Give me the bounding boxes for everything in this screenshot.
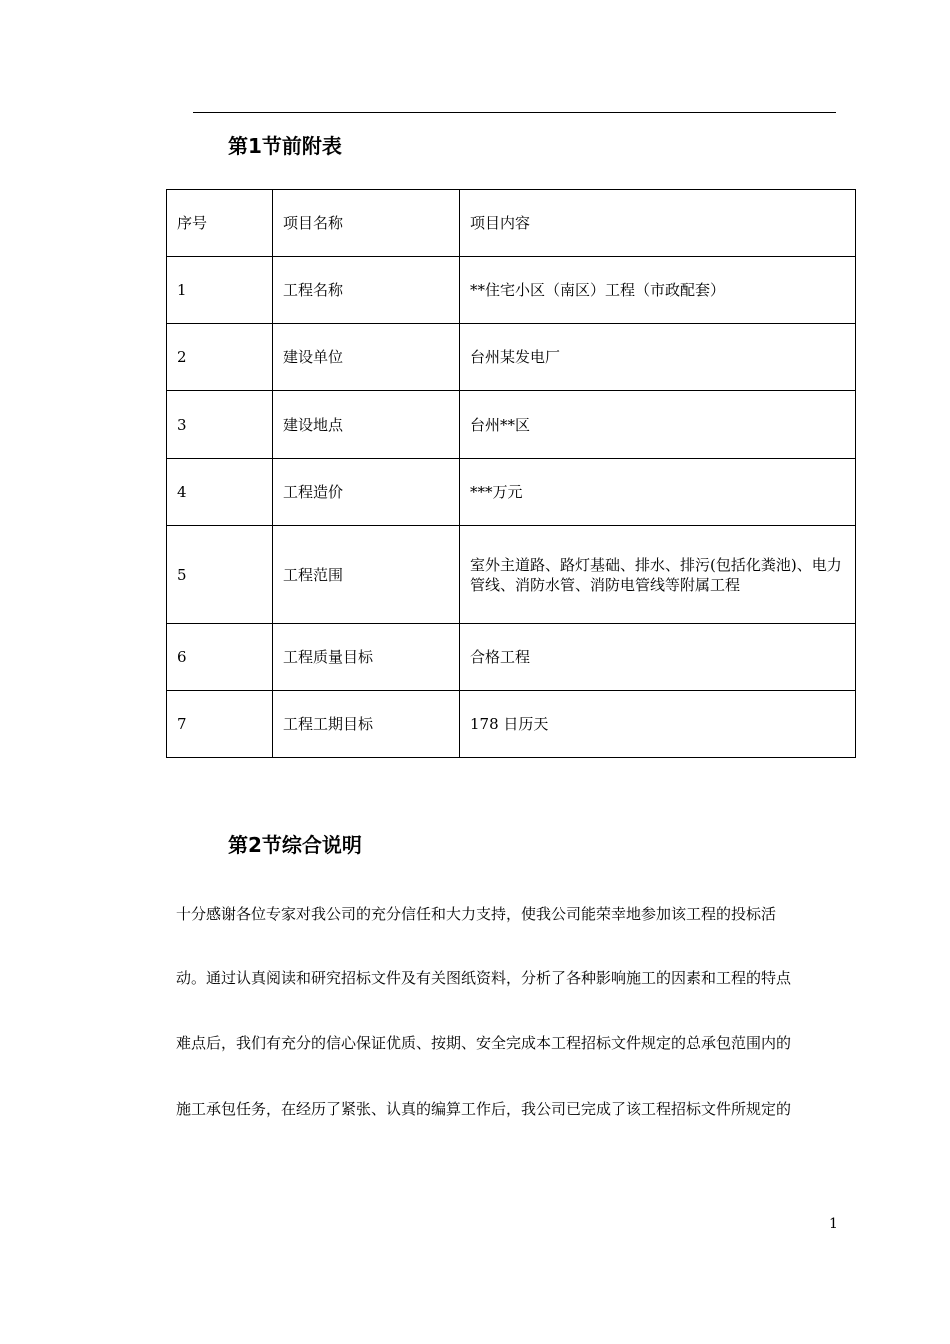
row-no: 2 — [167, 324, 273, 391]
row-no: 4 — [167, 459, 273, 526]
table-row — [167, 691, 856, 758]
header-rule — [193, 112, 836, 113]
row-name: 建设地点 — [273, 391, 460, 459]
row-content: **住宅小区（南区）工程（市政配套） — [460, 257, 856, 324]
header-item-name: 项目名称 — [273, 190, 460, 257]
row-name: 工程范围 — [273, 526, 460, 624]
row-no: 5 — [167, 526, 273, 624]
table-row — [167, 526, 856, 624]
row-content: ***万元 — [460, 459, 856, 526]
header-no: 序号 — [167, 190, 273, 257]
paragraph-line: 施工承包任务，在经历了紧张、认真的编算工作后，我公司已完成了该工程招标文件所规定的 — [176, 1100, 792, 1118]
row-name: 工程工期目标 — [273, 691, 460, 758]
table-header-row — [167, 190, 856, 257]
paragraph-line: 难点后，我们有充分的信心保证优质、按期、安全完成本工程招标文件规定的总承包范围内的 — [176, 1034, 792, 1052]
header-item-content: 项目内容 — [460, 190, 856, 257]
row-content: 室外主道路、路灯基础、排水、排污(包括化粪池)、电力管线、消防水管、消防电管线等附属工程 — [460, 526, 856, 624]
paragraph-line: 十分感谢各位专家对我公司的充分信任和大力支持，使我公司能荣幸地参加该工程的投标活 — [176, 905, 777, 923]
row-name: 建设单位 — [273, 324, 460, 391]
row-name: 工程名称 — [273, 257, 460, 324]
table-row — [167, 624, 856, 691]
section-2-title: 第2节综合说明 — [228, 833, 362, 857]
table-row — [167, 324, 856, 391]
row-no: 6 — [167, 624, 273, 691]
row-no: 1 — [167, 257, 273, 324]
table-row — [167, 459, 856, 526]
row-content: 合格工程 — [460, 624, 856, 691]
section-1-title: 第1节前附表 — [228, 134, 342, 158]
front-attached-table — [166, 189, 856, 758]
paragraph-line: 动。通过认真阅读和研究招标文件及有关图纸资料，分析了各种影响施工的因素和工程的特点 — [176, 969, 792, 987]
page-number: 1 — [829, 1216, 838, 1232]
row-content: 台州**区 — [460, 391, 856, 459]
row-name: 工程造价 — [273, 459, 460, 526]
row-no: 3 — [167, 391, 273, 459]
row-content: 台州某发电厂 — [460, 324, 856, 391]
table-row — [167, 391, 856, 459]
row-content: 178 日历天 — [460, 691, 856, 758]
table-row — [167, 257, 856, 324]
row-no: 7 — [167, 691, 273, 758]
row-name: 工程质量目标 — [273, 624, 460, 691]
